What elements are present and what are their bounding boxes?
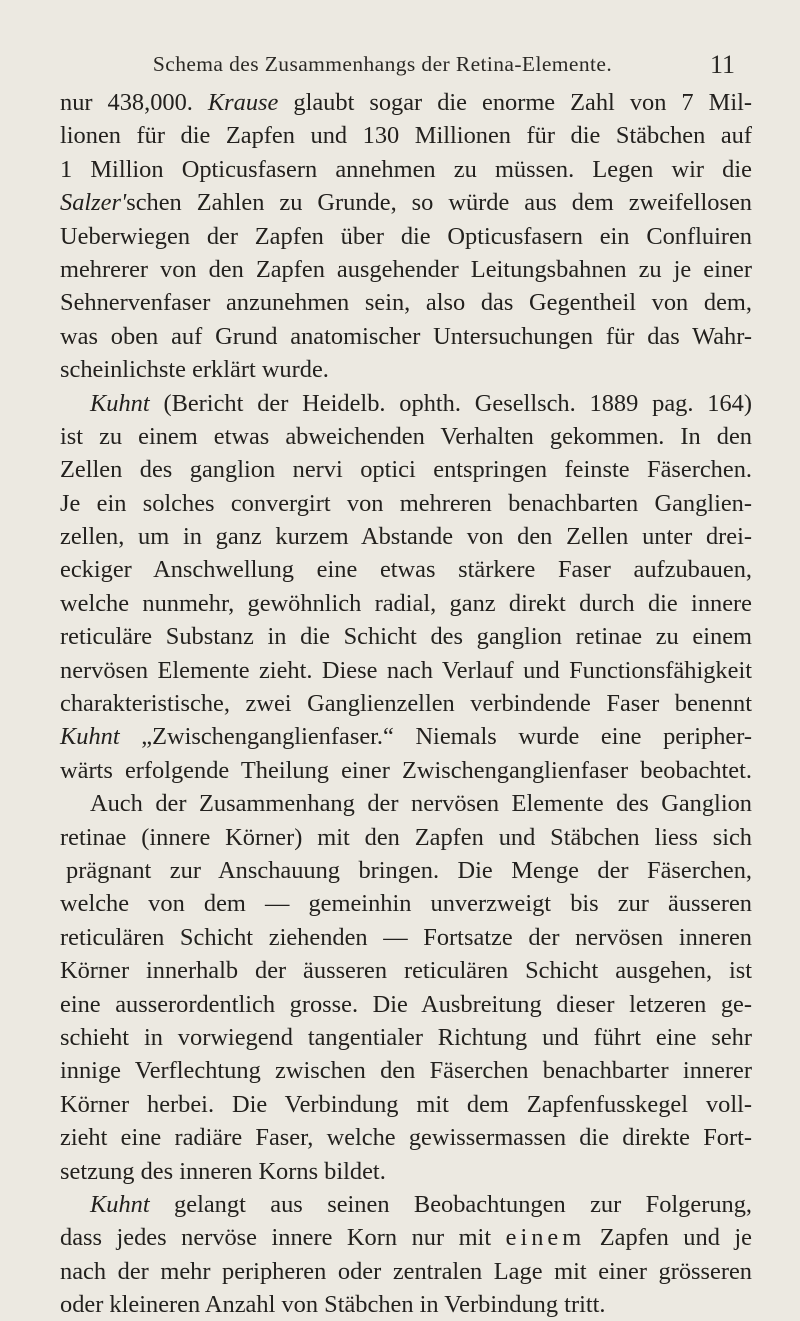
text-line: 1 Million Opticusfasern annehmen zu müssen. Legen wir die: [60, 155, 752, 183]
text-line: ist zu einem etwas abweichenden Verhalten gekommen. In den: [60, 422, 752, 450]
text-line: prägnant zur Anschauung bringen. Die Menge der Fäserchen,: [66, 856, 752, 884]
text-line: zieht eine radiäre Faser, welche gewissermassen die direkte Fort-: [60, 1124, 752, 1152]
text-line: scheinlichste erklärt wurde.: [60, 356, 329, 384]
author-name: Kuhnt: [90, 1190, 150, 1218]
text-line: welche von dem — gemeinhin unverzweigt bis zur äusseren: [60, 890, 752, 918]
text-line: zellen, um in ganz kurzem Abstande von den Zellen unter drei-: [60, 523, 752, 551]
text-line: nur 438,000. Krause glaubt sogar die enorme Zahl von 7 Mil-: [60, 89, 753, 116]
text-line: innige Verflechtung zwischen den Fäserchen benachbarter innerer: [60, 1057, 752, 1085]
text-line: schieht in vorwiegend tangentialer Richtung und führt eine sehr: [60, 1023, 752, 1051]
author-name: Salzer': [60, 189, 127, 217]
text-line: eckiger Anschwellung eine etwas stärkere Faser aufzubauen,: [60, 556, 752, 584]
text-line: wärts erfolgende Theilung einer Zwischenganglienfaser beobachtet.: [60, 756, 752, 784]
text-line: charakteristische, zwei Ganglienzellen verbindende Faser benennt: [60, 690, 752, 718]
author-name: Kuhnt: [90, 389, 150, 417]
text-line: was oben auf Grund anatomischer Untersuchungen für das Wahr-: [60, 322, 752, 350]
page-number: 11: [709, 50, 735, 79]
text-line: Je ein solches convergirt von mehreren benachbarten Ganglien-: [60, 489, 752, 517]
text-line: retinae (innere Körner) mit den Zapfen und Stäbchen liess sich: [60, 823, 752, 851]
running-title: Schema des Zusammenhangs der Retina-Elemente.: [152, 52, 613, 76]
text-line: Sehnervenfaser anzunehmen sein, also das Gegentheil von dem,: [60, 289, 752, 317]
text-line: Ueberwiegen der Zapfen über die Opticusfasern ein Confluiren: [60, 222, 752, 250]
text-line: Auch der Zusammenhang der nervösen Elemente des Ganglion: [90, 790, 752, 818]
author-name: Kuhnt: [60, 723, 120, 751]
text-line: oder kleineren Anzahl von Stäbchen in Verbindung tritt.: [60, 1291, 606, 1319]
text-line: welche nunmehr, gewöhnlich radial, ganz direkt durch die innere: [60, 589, 752, 617]
text-line: nach der mehr peripheren oder zentralen Lage mit einer grösseren: [60, 1257, 752, 1285]
text-line: mehrerer von den Zapfen ausgehender Leitungsbahnen zu je einer: [60, 255, 752, 283]
text-line: Salzer'schen Zahlen zu Grunde, so würde aus dem zweifellosen: [60, 189, 752, 217]
emphasized-word: einem: [505, 1224, 586, 1252]
body-text: [60, 86, 752, 1321]
text-line: Kuhnt (Bericht der Heidelb. ophth. Gesellsch. 1889 pag. 164): [90, 389, 752, 417]
author-name: Krause: [207, 89, 279, 116]
text-line: lionen für die Zapfen und 130 Millionen für die Stäbchen auf: [60, 122, 752, 150]
text-line: nervösen Elemente zieht. Diese nach Verlauf und Functionsfähigkeit: [60, 656, 752, 684]
text-line: reticuläre Substanz in die Schicht des ganglion retinae zu einem: [60, 623, 752, 651]
running-header: [95, 50, 735, 84]
text-line: reticulären Schicht ziehenden — Fortsatze der nervösen inneren: [60, 923, 752, 951]
text-line: setzung des inneren Korns bildet.: [60, 1157, 386, 1185]
text-line: Kuhnt „Zwischenganglienfaser.“ Niemals wurde eine peripher-: [60, 723, 752, 751]
text-line: Kuhnt gelangt aus seinen Beobachtungen zur Folgerung,: [90, 1190, 752, 1218]
text-line: dass jedes nervöse innere Korn nur mit einem Zapfen und je: [60, 1224, 753, 1252]
text-line: Körner innerhalb der äusseren reticulären Schicht ausgehen, ist: [60, 957, 752, 985]
text-line: Zellen des ganglion nervi optici entspringen feinste Fäserchen.: [60, 456, 752, 484]
text-line: eine ausserordentlich grosse. Die Ausbreitung dieser letzeren ge-: [60, 990, 752, 1018]
text-line: Körner herbei. Die Verbindung mit dem Zapfenfusskegel voll-: [60, 1090, 752, 1118]
